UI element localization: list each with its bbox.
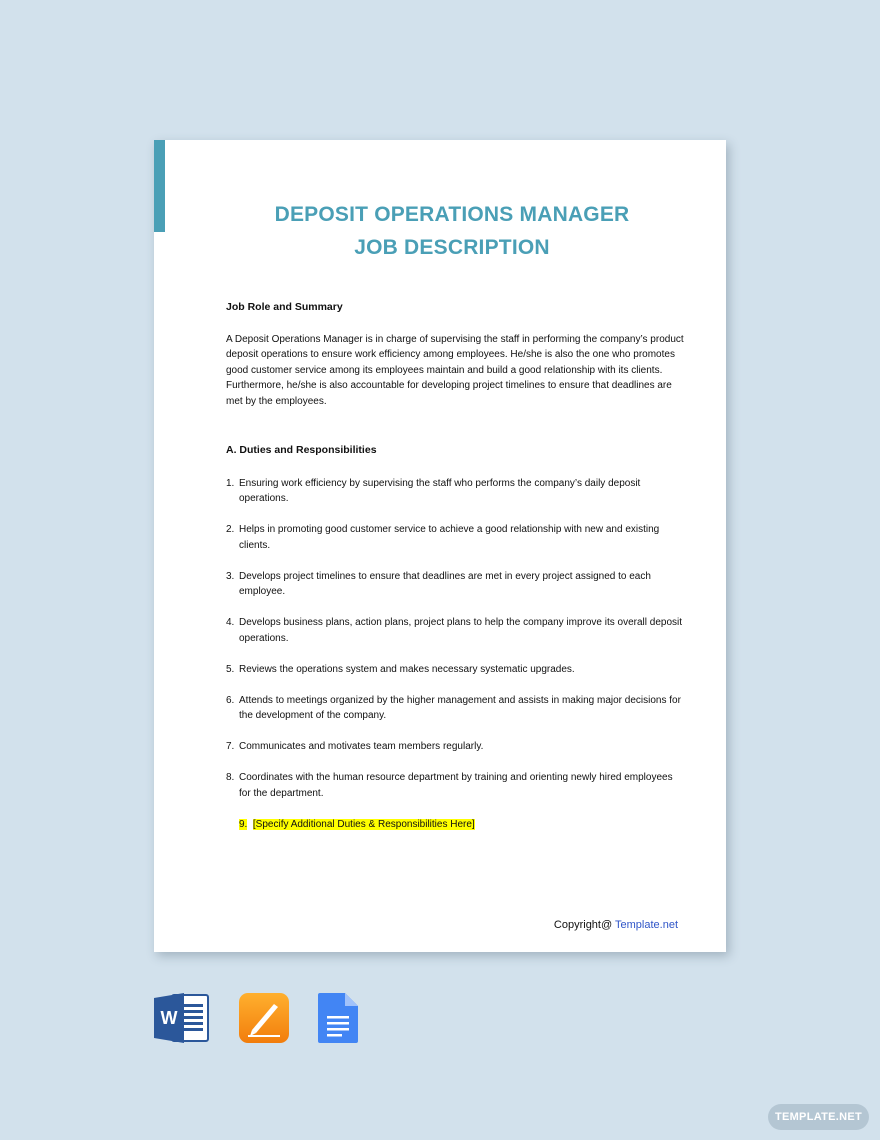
duty-item: [226, 476, 686, 507]
pages-icon[interactable]: [238, 992, 290, 1049]
duty-number: 2.: [226, 524, 235, 535]
duty-item: [226, 662, 686, 678]
duty-text: Ensuring work efficiency by supervising the staff who performs the company’s daily deposit operations.: [239, 477, 641, 504]
duty-item: [226, 615, 686, 646]
duty-text: Coordinates with the human resource department by training and orienting newly hired employees for the department.: [239, 772, 673, 799]
duty-text: Develops business plans, action plans, project plans to help the company improve its overall deposit operations.: [239, 617, 683, 644]
duty-number: 4.: [226, 617, 235, 628]
summary-heading: Job Role and Summary: [226, 301, 343, 313]
duty-number: 1.: [226, 477, 235, 489]
copyright-label: Copyright@: [553, 919, 613, 931]
duty-number: 9.: [239, 818, 248, 830]
duty-item: [226, 569, 686, 600]
duty-text: Communicates and motivates team members regularly.: [239, 741, 484, 752]
duty-number: 7.: [226, 741, 235, 752]
duty-text: Develops project timelines to ensure that deadlines are met in every project assigned to each employee.: [239, 570, 651, 597]
duty-number: 3.: [226, 570, 235, 582]
duty-text: Attends to meetings organized by the higher management and assists in making major decisions for the development of the company.: [239, 694, 681, 721]
document-page: [154, 140, 726, 952]
document-body: [226, 300, 686, 848]
duties-list: [226, 476, 686, 833]
duty-item: [226, 739, 686, 755]
duty-item-placeholder: [226, 817, 686, 833]
template-net-watermark[interactable]: TEMPLATE.NET: [768, 1104, 869, 1130]
duty-number: 6.: [226, 694, 235, 706]
duty-text: Reviews the operations system and makes necessary systematic upgrades.: [239, 663, 575, 675]
duty-number: 8.: [226, 772, 235, 783]
word-icon[interactable]: [154, 992, 210, 1049]
summary-text: A Deposit Operations Manager is in charge of supervising the staff in performing the company’s product deposit operations to ensure work efficiency among employees. He/she is also the one who promotes good customer service among its employees maintain and build a good relationship with its clients. Furthermore, he/she is also accountable for developing project timelines to ensure that deadlines are met by the employees.: [226, 333, 684, 407]
duty-text: Helps in promoting good customer service to achieve a good relationship with new and existing clients.: [239, 524, 660, 551]
duty-item: [226, 693, 686, 724]
title-line-2: JOB DESCRIPTION: [354, 236, 550, 259]
duty-item: [226, 770, 686, 801]
title-line-1: DEPOSIT OPERATIONS MANAGER: [274, 203, 630, 226]
google-docs-icon[interactable]: [317, 992, 359, 1049]
document-title: [154, 198, 750, 264]
copyright-link[interactable]: Template.net: [615, 919, 678, 931]
duty-text: [Specify Additional Duties & Responsibilities Here]: [252, 818, 475, 830]
duties-heading: A. Duties and Responsibilities: [226, 444, 377, 456]
duty-item: [226, 522, 686, 553]
svg-text:W: W: [160, 1008, 178, 1028]
copyright: [554, 919, 678, 931]
duty-number: 5.: [226, 663, 235, 675]
